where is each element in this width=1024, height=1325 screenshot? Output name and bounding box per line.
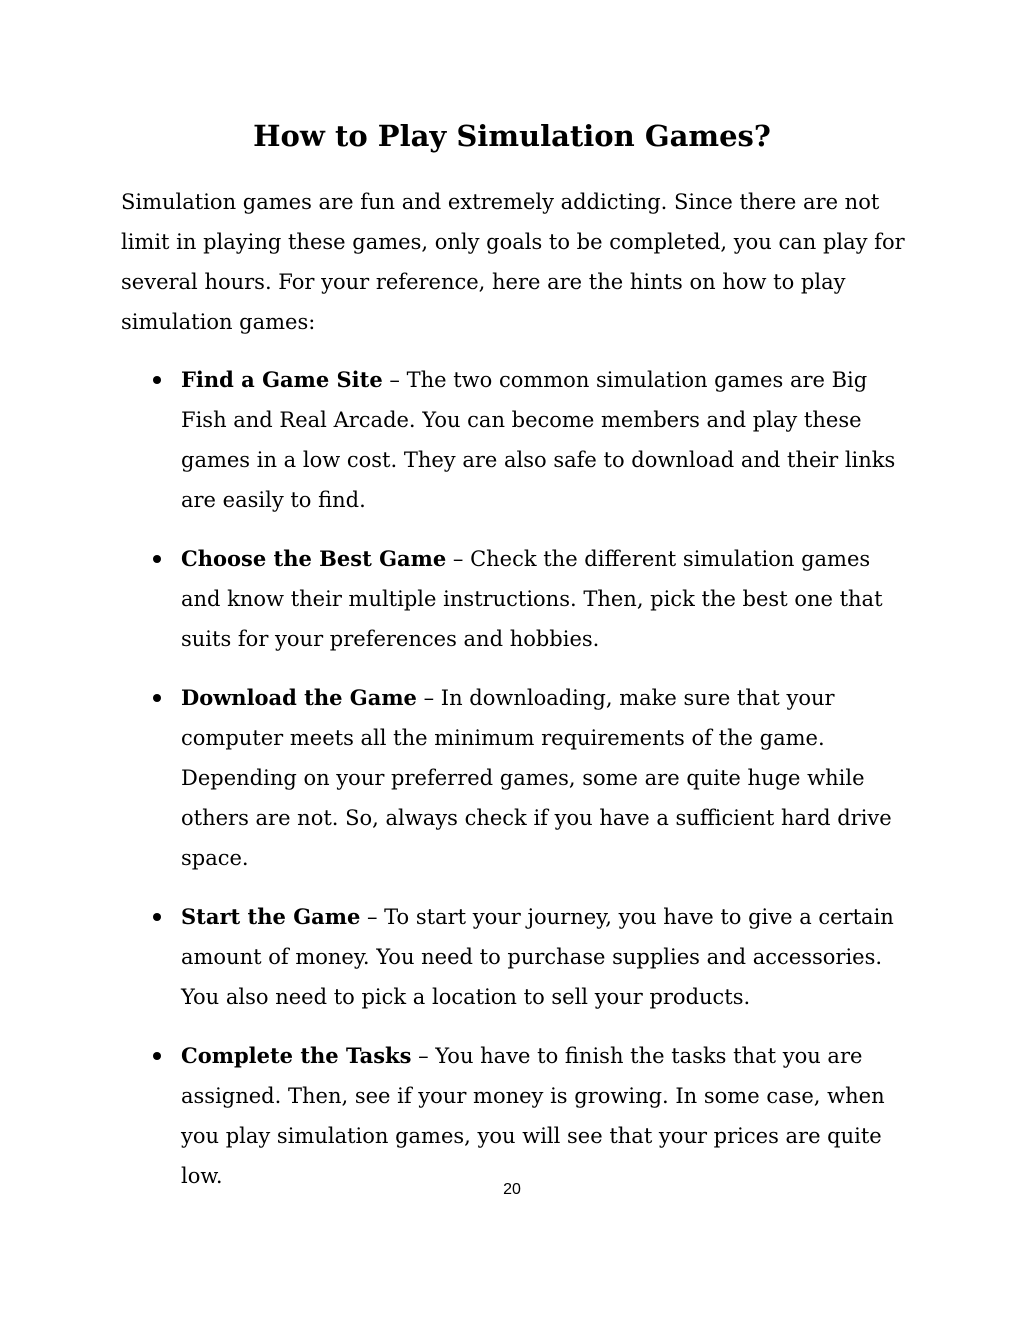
tip-text — [181, 539, 911, 659]
page-title: How to Play Simulation Games? — [253, 119, 771, 153]
bullet-icon — [153, 1052, 161, 1060]
bullet-icon — [153, 913, 161, 921]
tip-separator: – — [416, 686, 441, 710]
tip-heading: Complete the Tasks — [181, 1043, 412, 1068]
bullet-icon — [153, 694, 161, 702]
bullet-icon — [153, 555, 161, 563]
tip-body: To start your journey, you have to give a certain amount of money. You need to purchase supplies and accessories. You also need to pick a location to sell your products. — [181, 905, 894, 1009]
bullet-icon — [153, 376, 161, 384]
tip-heading: Choose the Best Game — [181, 546, 447, 571]
tip-separator: – — [360, 905, 385, 929]
tip-heading: Download the Game — [181, 685, 417, 710]
tip-separator: – — [446, 547, 471, 571]
tip-separator: – — [411, 1044, 436, 1068]
intro-paragraph: Simulation games are fun and extremely addicting. Since there are not limit in playing these games, only goals to be completed, you can play for several hours. For your reference, here are the hints on how to play simulation games: — [121, 190, 905, 334]
tip-body: The two common simulation games are Big Fish and Real Arcade. You can become members and play these games in a low cost. They are also safe to download and their links are easily to find. — [181, 368, 896, 512]
tip-body: You have to finish the tasks that you are assigned. Then, see if your money is growing. In some case, when you play simulation games, you will see that your prices are quite low. — [181, 1044, 885, 1188]
tip-text — [181, 1036, 911, 1196]
tip-body: Check the different simulation games and know their multiple instructions. Then, pick the best one that suits for your preferences and hobbies. — [181, 547, 883, 651]
page-number: 20 — [503, 1181, 521, 1198]
tip-heading: Find a Game Site — [181, 367, 383, 392]
tip-separator: – — [382, 368, 407, 392]
tip-text — [181, 897, 911, 1017]
tip-text — [181, 678, 911, 878]
tip-heading: Start the Game — [181, 904, 361, 929]
tip-body: In downloading, make sure that your computer meets all the minimum requirements of the game. Depending on your preferred games, some are quite huge while others are not. So, always check if you have a sufficient hard drive space. — [181, 686, 892, 870]
tip-text — [181, 360, 911, 520]
